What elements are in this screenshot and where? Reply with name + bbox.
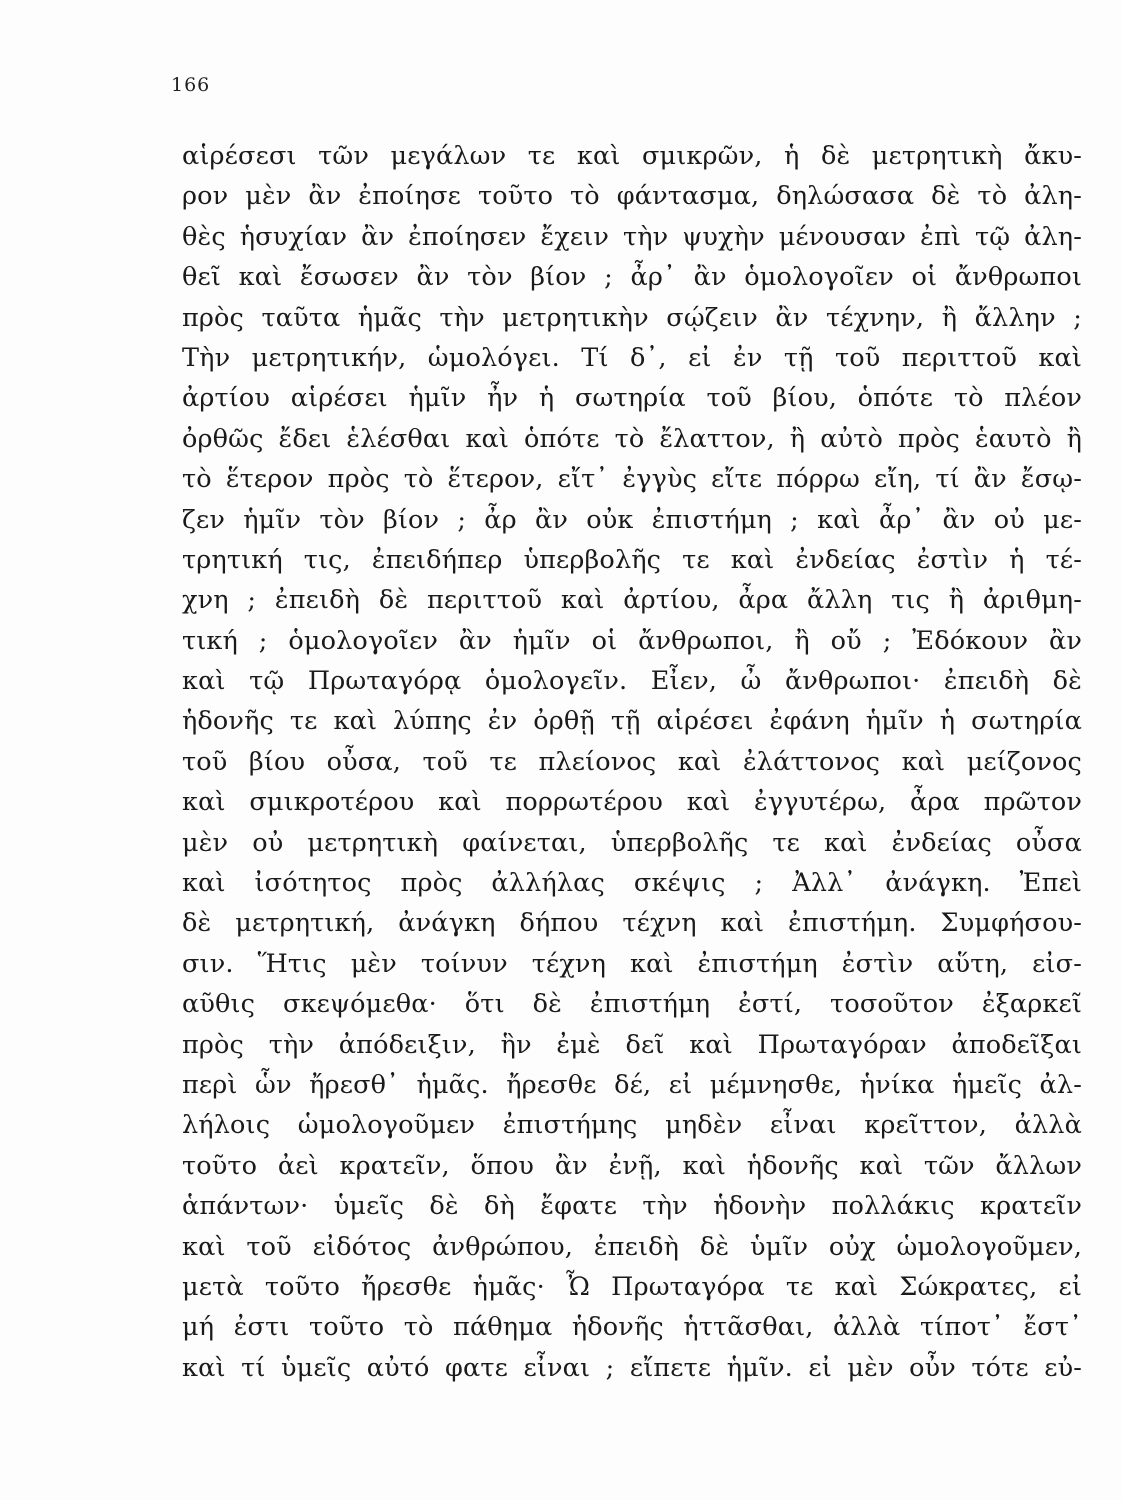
text-line: τική ; ὁμολογοῖεν ἂν ἡμῖν οἱ ἄνθρωποι, ἢ οὔ ; Ἐδόκουν ἂν	[182, 625, 1082, 656]
text-line: θὲς ἡσυχίαν ἂν ἐποίησεν ἔχειν τὴν ψυχὴν μένουσαν ἐπὶ τῷ ἀλη-	[182, 221, 1082, 252]
text-line: αῦθις σκεψόμεθα· ὅτι δὲ ἐπιστήμη ἐστί, τοσοῦτον ἐξαρκεῖ	[182, 989, 1082, 1020]
text-line: ἡδονῆς τε καὶ λύπης ἐν ὀρθῇ τῇ αἱρέσει ἐφάνη ἡμῖν ἡ σωτηρία	[182, 706, 1082, 737]
text-line: καὶ ἰσότητος πρὸς ἀλλήλας σκέψις ; Ἀλλ᾽ ἀνάγκη. Ἐπεὶ	[182, 868, 1082, 899]
text-line: Τὴν μετρητικήν, ὡμολόγει. Τί δ᾽, εἰ ἐν τῇ τοῦ περιττοῦ καὶ	[182, 342, 1082, 373]
text-line: αἱρέσεσι τῶν μεγάλων τε καὶ σμικρῶν, ἡ δὲ μετρητικὴ ἄκυ-	[182, 141, 1082, 171]
text-line: καὶ τοῦ εἰδότος ἀνθρώπου, ἐπειδὴ δὲ ὑμῖν οὐχ ὡμολογοῦμεν,	[182, 1231, 1082, 1262]
text-line: χνη ; ἐπειδὴ δὲ περιττοῦ καὶ ἀρτίου, ἆρα ἄλλη τις ἢ ἀριθμη-	[182, 585, 1082, 616]
text-line: περὶ ὧν ἤρεσθ᾽ ἡμᾶς. ἤρεσθε δέ, εἰ μέμνησθε, ἡνίκα ἡμεῖς ἀλ-	[182, 1069, 1082, 1100]
text-line: τρητική τις, ἐπειδήπερ ὑπερβολῆς τε καὶ ἐνδείας ἐστὶν ἡ τέ-	[182, 544, 1082, 575]
text-line: τοῦτο ἀεὶ κρατεῖν, ὅπου ἂν ἐνῇ, καὶ ἡδονῆς καὶ τῶν ἄλλων	[182, 1150, 1082, 1181]
text-line: σιν. Ἥτις μὲν τοίνυν τέχνη καὶ ἐπιστήμη ἐστὶν αὕτη, εἰσ-	[182, 948, 1082, 979]
text-line: μή ἐστι τοῦτο τὸ πάθημα ἡδονῆς ἡττᾶσθαι, ἀλλὰ τίποτ᾽ ἔστ᾽	[182, 1312, 1082, 1343]
text-line: λήλοις ὡμολογοῦμεν ἐπιστήμης μηδὲν εἶναι κρεῖττον, ἀλλὰ	[182, 1110, 1082, 1141]
text-line: καὶ τῷ Πρωταγόρᾳ ὁμολογεῖν. Εἶεν, ὦ ἄνθρωποι· ἐπειδὴ δὲ	[182, 666, 1082, 697]
text-line: μετὰ τοῦτο ἤρεσθε ἡμᾶς· Ὦ Πρωταγόρα τε καὶ Σώκρατες, εἰ	[182, 1271, 1082, 1302]
text-line: δὲ μετρητική, ἀνάγκη δήπου τέχνη καὶ ἐπιστήμη. Συμφήσου-	[182, 908, 1082, 939]
text-line: ἁπάντων· ὑμεῖς δὲ δὴ ἔφατε τὴν ἡδονὴν πολλάκις κρατεῖν	[182, 1191, 1082, 1222]
text-line: μὲν οὐ μετρητικὴ φαίνεται, ὑπερβολῆς τε καὶ ἐνδείας οὖσα	[182, 827, 1082, 858]
text-line: ἀρτίου αἱρέσει ἡμῖν ἦν ἡ σωτηρία τοῦ βίου, ὁπότε τὸ πλέον	[182, 383, 1082, 414]
text-line: ρον μὲν ἂν ἐποίησε τοῦτο τὸ φάντασμα, δηλώσασα δὲ τὸ ἀλη-	[182, 181, 1082, 212]
page-number: 166	[171, 74, 211, 96]
greek-text-block	[182, 136, 1082, 1388]
text-line: θεῖ καὶ ἔσωσεν ἂν τὸν βίον ; ἆρ᾽ ἂν ὁμολογοῖεν οἱ ἄνθρωποι	[182, 262, 1082, 293]
text-line: ζεν ἡμῖν τὸν βίον ; ἆρ ἂν οὐκ ἐπιστήμη ; καὶ ἆρ᾽ ἂν οὐ με-	[182, 504, 1082, 535]
text-line: καὶ τί ὑμεῖς αὐτό φατε εἶναι ; εἴπετε ἡμῖν. εἰ μὲν οὖν τότε εὐ-	[182, 1352, 1082, 1383]
text-line: τὸ ἕτερον πρὸς τὸ ἕτερον, εἴτ᾽ ἐγγὺς εἴτε πόρρω εἴη, τί ἂν ἔσῳ-	[182, 464, 1082, 495]
text-line: ὀρθῶς ἔδει ἑλέσθαι καὶ ὁπότε τὸ ἔλαττον, ἢ αὐτὸ πρὸς ἑαυτὸ ἢ	[182, 423, 1082, 454]
text-line: τοῦ βίου οὖσα, τοῦ τε πλείονος καὶ ἐλάττονος καὶ μείζονος	[182, 746, 1082, 777]
text-line: πρὸς ταῦτα ἡμᾶς τὴν μετρητικὴν σῴζειν ἂν τέχνην, ἢ ἄλλην ;	[182, 302, 1082, 333]
text-line: καὶ σμικροτέρου καὶ πορρωτέρου καὶ ἐγγυτέρω, ἆρα πρῶτον	[182, 787, 1082, 818]
text-line: πρὸς τὴν ἀπόδειξιν, ἣν ἐμὲ δεῖ καὶ Πρωταγόραν ἀποδεῖξαι	[182, 1029, 1082, 1060]
